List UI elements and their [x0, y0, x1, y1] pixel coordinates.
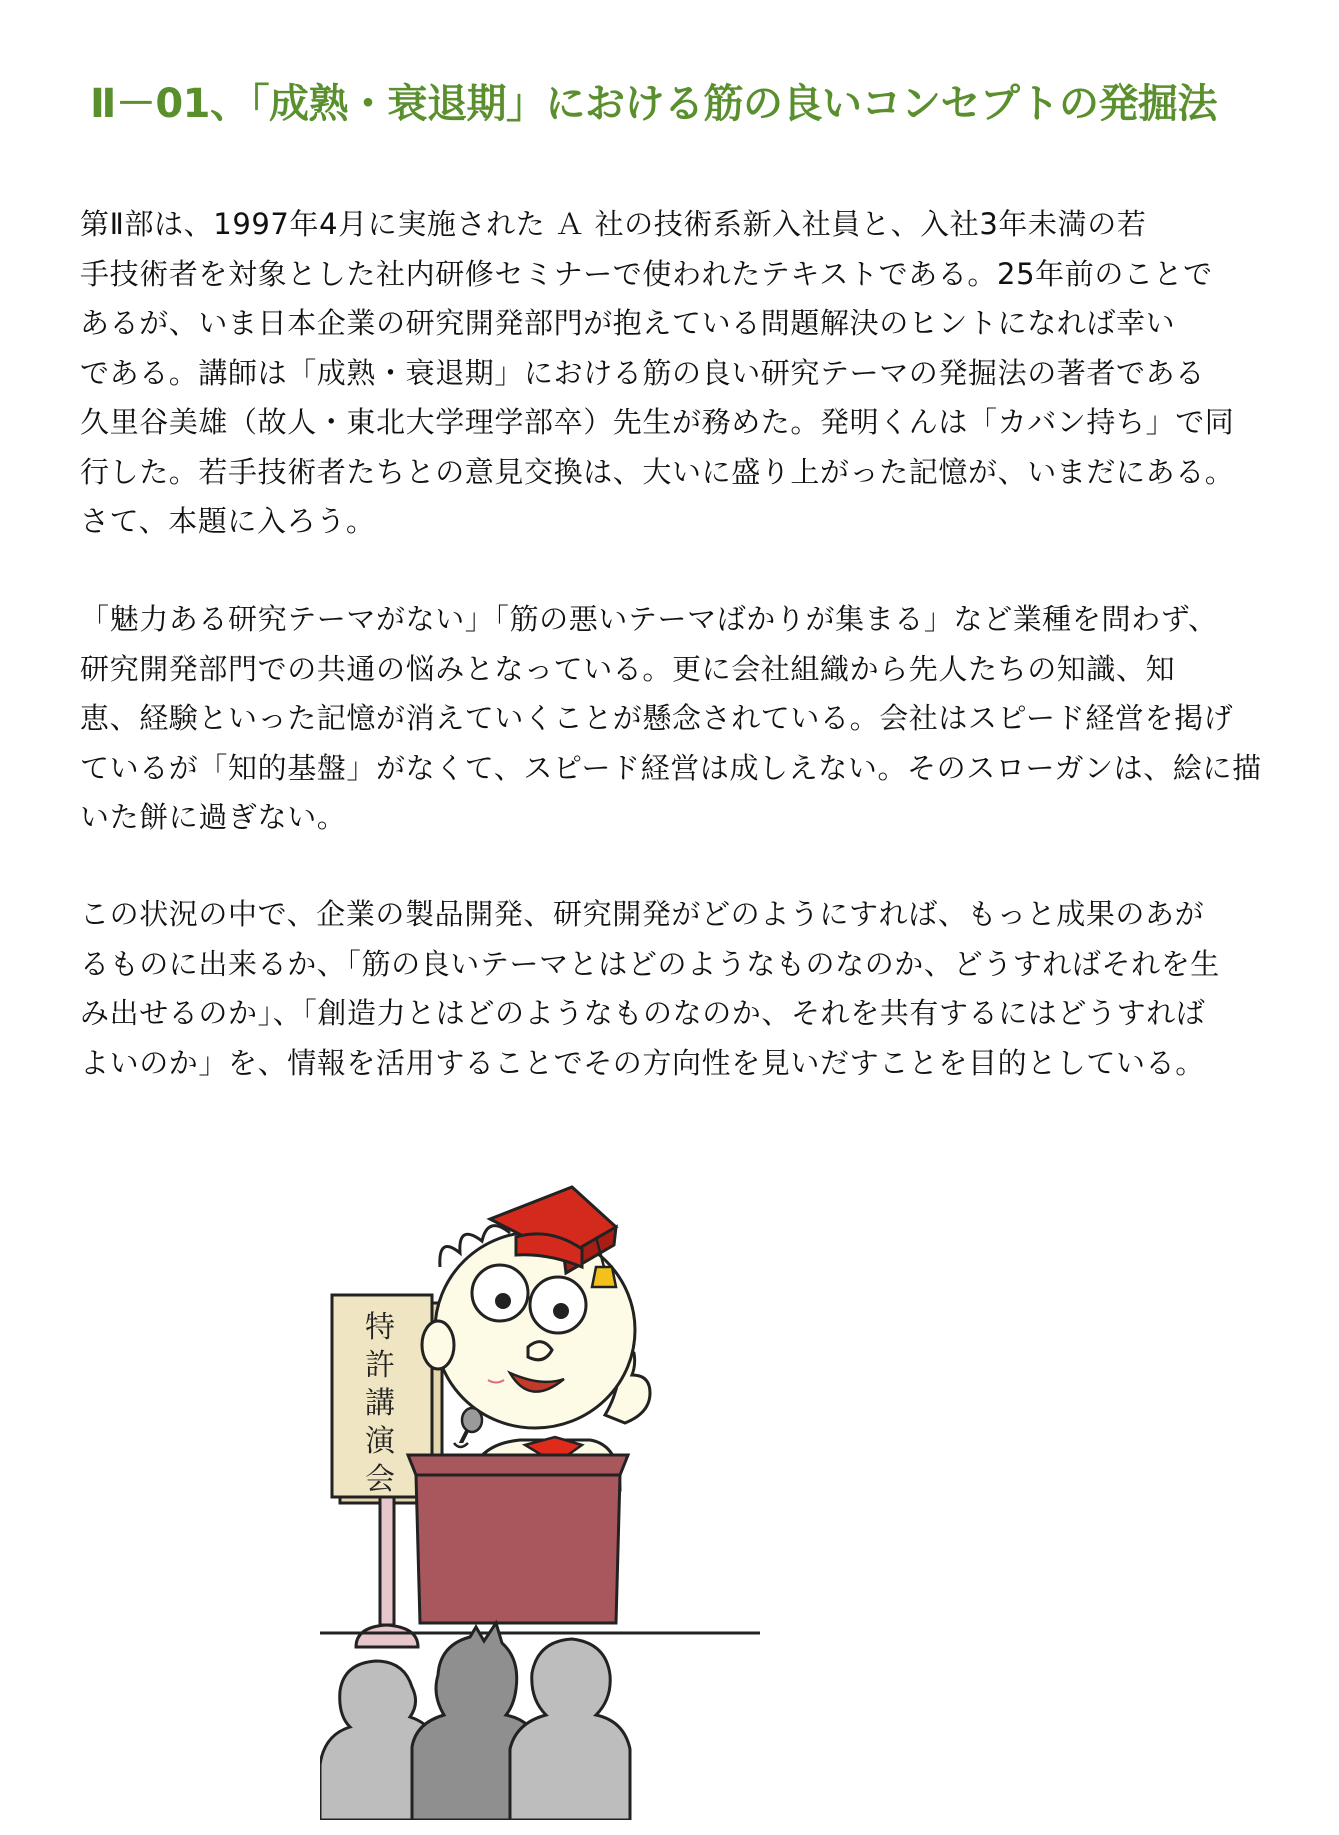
text-line: 恵、経験といった記憶が消えていくことが懸念されている。会社はスピード経営を掲げ — [80, 701, 1234, 735]
text-line: 行した。若手技術者たちとの意見交換は、大いに盛り上がった記憶が、いまだにある。 — [80, 454, 1235, 489]
lecture-illustration — [320, 1175, 760, 1820]
text-line: さて、本題に入ろう。 — [80, 504, 376, 538]
sign-char: 演 — [365, 1424, 395, 1459]
text-line: いた餅に過ぎない。 — [80, 800, 347, 834]
text-line: 手技術者を対象とした社内研修セミナーで使われたテキストである。25年前のことで — [80, 256, 1213, 291]
paragraph-purpose — [80, 890, 1290, 1088]
text-line: 第Ⅱ部は、1997年4月に実施された Ａ 社の技術系新入社員と、入社3年未満の若 — [80, 207, 1147, 241]
sign-char: 会 — [365, 1462, 395, 1497]
page-title: Ⅱ－01、「成熟・衰退期」における筋の良いコンセプトの発掘法 — [90, 81, 1218, 127]
paragraph-intro — [80, 200, 1290, 547]
text-line: 「魅力ある研究テーマがない」「筋の悪いテーマばかりが集まる」など業種を問わず、 — [80, 602, 1218, 636]
text-line: あるが、いま日本企業の研究開発部門が抱えている問題解決のヒントになれば幸い — [80, 306, 1176, 340]
podium — [408, 1455, 628, 1623]
audience-silhouettes — [320, 1623, 630, 1820]
text-line: 久里谷美雄（故人・東北大学理学部卒）先生が務めた。発明くんは「カバン持ち」で同 — [80, 405, 1235, 439]
sign-char: 特 — [365, 1310, 395, 1345]
microphone-icon — [454, 1408, 482, 1447]
paragraph-problem — [80, 595, 1290, 843]
text-line: 研究開発部門での共通の悩みとなっている。更に会社組織から先人たちの知識、知 — [80, 651, 1176, 686]
text-line: よいのか」を、情報を活用することでその方向性を見いだすことを目的としている。 — [80, 1045, 1205, 1080]
sign-char: 許 — [365, 1348, 395, 1383]
sign-char: 講 — [365, 1386, 395, 1421]
text-line: この状況の中で、企業の製品開発、研究開発がどのようにすれば、もっと成果のあが — [80, 897, 1205, 931]
text-line: るものに出来るか、「筋の良いテーマとはどのようなものなのか、どうすればそれを生 — [80, 946, 1220, 981]
text-line: ているが「知的基盤」がなくて、スピード経営は成しえない。そのスローガンは、絵に描 — [80, 750, 1262, 785]
text-line: み出せるのか」、「創造力とはどのようなものなのか、それを共有するにはどうすれば — [80, 996, 1206, 1030]
text-line: である。講師は「成熟・衰退期」における筋の良い研究テーマの発掘法の著者である — [80, 355, 1205, 390]
